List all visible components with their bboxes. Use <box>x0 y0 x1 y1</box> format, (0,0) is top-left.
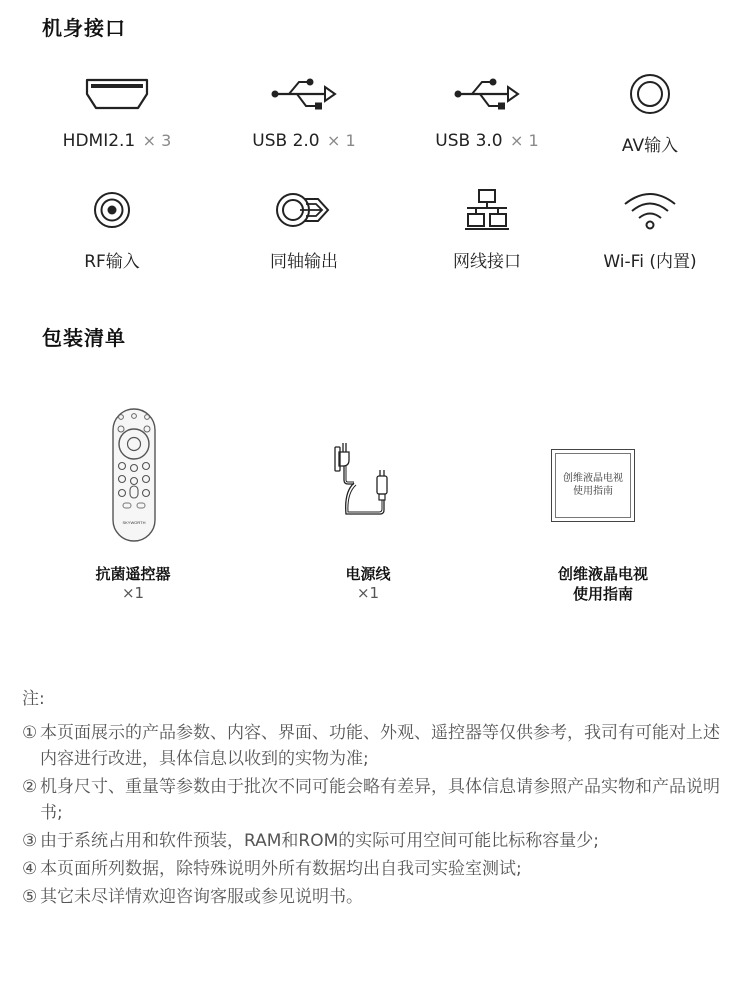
ports-section-title: 机身接口 <box>42 16 126 40</box>
package-item-manual <box>528 564 678 604</box>
port-multiplier: × 1 <box>327 131 356 150</box>
note-number: ① <box>22 723 38 743</box>
note-text: 本页面展示的产品参数、内容、界面、功能、外观、遥控器等仅供参考，我司有可能对上述内容进行改进，具体信息以收到的实物为准; <box>40 723 720 769</box>
note-number: ⑤ <box>22 887 38 907</box>
usb-icon <box>229 71 379 117</box>
power-cable-icon <box>332 440 392 524</box>
port-label: 同轴输出 <box>270 252 338 272</box>
package-item-qty: ×1 <box>356 584 380 602</box>
note-item <box>22 720 732 772</box>
note-text: 由于系统占用和软件预装，RAM和ROM的实际可用空间可能比标称容量少; <box>40 831 600 851</box>
note-item <box>22 828 732 854</box>
port-multiplier: × 1 <box>510 131 539 150</box>
notes-section <box>22 686 732 912</box>
package-item-name: 电源线 <box>345 565 391 583</box>
remote-brand-text: SKYWORTH <box>122 520 146 525</box>
ethernet-icon <box>412 187 562 233</box>
manual-cover-line2: 使用指南 <box>573 486 613 497</box>
package-item-power-cable <box>293 564 443 602</box>
manual-cover-text <box>552 472 634 498</box>
port-ethernet <box>412 187 562 272</box>
package-item-name: 抗菌遥控器 <box>95 565 171 583</box>
port-label: USB 3.0 <box>435 131 503 151</box>
coaxial-icon <box>229 187 379 233</box>
port-multiplier: × 3 <box>142 131 172 150</box>
note-number: ④ <box>22 859 38 879</box>
port-label: Wi-Fi (内置) <box>603 252 697 272</box>
av-icon <box>575 71 725 117</box>
note-number: ③ <box>22 831 38 851</box>
wifi-icon <box>575 187 725 233</box>
port-label: AV输入 <box>621 136 679 156</box>
note-text: 本页面所列数据，除特殊说明外所有数据均出自我司实验室测试; <box>40 859 522 879</box>
package-item-qty: ×1 <box>121 584 145 602</box>
port-usb-2 <box>229 71 379 151</box>
note-item <box>22 884 732 910</box>
package-item-remote <box>58 564 208 602</box>
note-item <box>22 856 732 882</box>
manual-cover-line1: 创维液晶电视 <box>563 473 623 484</box>
port-label: RF输入 <box>84 252 140 272</box>
port-wifi <box>575 187 725 272</box>
note-text: 其它未尽详情欢迎咨询客服或参见说明书。 <box>40 887 363 907</box>
hdmi-icon <box>42 71 192 117</box>
rf-icon <box>37 187 187 233</box>
package-item-name-line1: 创维液晶电视 <box>557 565 648 583</box>
notes-heading: 注: <box>22 689 45 709</box>
package-item-name-line2: 使用指南 <box>572 585 633 603</box>
usb-icon <box>412 71 562 117</box>
manual-book-icon <box>551 449 635 522</box>
port-label: USB 2.0 <box>252 131 320 151</box>
note-item <box>22 774 732 826</box>
port-hdmi <box>42 71 192 151</box>
note-number: ② <box>22 777 38 797</box>
package-section-title: 包装清单 <box>42 326 126 350</box>
remote-control-icon <box>111 407 157 547</box>
port-coaxial <box>229 187 379 272</box>
port-rf <box>37 187 187 272</box>
port-av <box>575 71 725 156</box>
note-text: 机身尺寸、重量等参数由于批次不同可能会略有差异，具体信息请参照产品实物和产品说明书; <box>40 777 720 823</box>
port-label: 网线接口 <box>453 252 521 272</box>
port-usb-3 <box>412 71 562 151</box>
port-label: HDMI2.1 <box>62 131 136 151</box>
